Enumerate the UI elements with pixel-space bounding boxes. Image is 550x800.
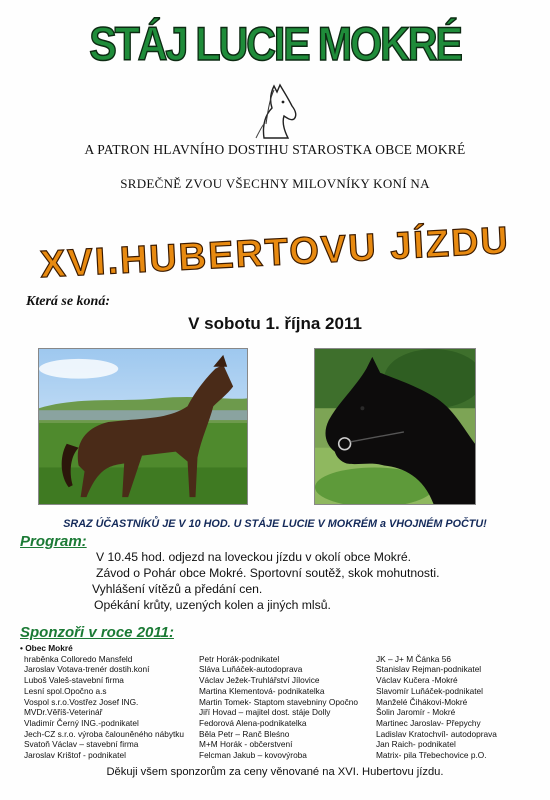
- sponsor-item: Běla Petr – Ranč Bleśno: [199, 728, 290, 739]
- black-horse-head-photo: [314, 348, 476, 505]
- brown-horse-photo: [38, 348, 248, 505]
- intro-line-1: A PATRON HLAVNÍHO DOSTIHU STAROSTKA OBCE MOKRÉ: [84, 142, 466, 157]
- sponsor-item: Jaroslav Krištof - podnikatel: [24, 750, 126, 761]
- sponsor-item: JK – J+ M Čánka 56: [376, 653, 451, 664]
- sponsor-item: Václav Kučera -Mokré: [376, 675, 458, 686]
- sponsor-item: Jiří Hovad – majitel dost. stáje Dolly: [199, 707, 331, 718]
- sponsor-item: Vladimír Černý ING.-podnikatel: [24, 717, 139, 728]
- event-title-text: XVI.HUBERTOVU JÍZDU: [39, 219, 511, 287]
- program-line: Opékání krůty, uzených kolen a jiných mlsů.: [94, 598, 331, 612]
- sponsor-item: M+M Horák - občerstvení: [199, 739, 293, 750]
- stable-title: STÁJ LUCIE MOKRÉ: [89, 17, 461, 70]
- sponsor-item: Luboš Valeš-stavební firma: [24, 675, 124, 686]
- sponsor-item: Jaroslav Votava-trenér dostih.koní: [24, 664, 150, 675]
- sponsor-item: Vospol s.r.o.Vostřez Josef ING.: [24, 696, 139, 707]
- sponsor-item: Matrix- pila Třebechovice p.O.: [376, 750, 487, 761]
- program-line: V 10.45 hod. odjezd na loveckou jízdu v okolí obce Mokré.: [96, 550, 412, 564]
- sponsor-item: Lesní spol.Opočno a.s: [24, 685, 107, 696]
- sponsors-heading: Sponzoři v roce 2011:: [20, 624, 174, 641]
- horse-head-logo-icon: [250, 80, 302, 140]
- sponsor-item: hraběnka Colloredo Mansfeld: [24, 653, 133, 664]
- program-line: Vyhlášení vítězů a předání cen.: [92, 582, 263, 596]
- thanks-note: Děkuji všem sponzorům za ceny věnované na XVI. Hubertovu jízdu.: [106, 766, 444, 778]
- sponsor-item: Slavomír Luňáček-podnikatel: [376, 685, 483, 696]
- sponsor-item: Sláva Luňáček-autodoprava: [199, 664, 303, 675]
- sponsor-item: Felcman Jakub – kovovýroba: [199, 750, 307, 761]
- sponsor-item: Manželé Čihákovi-Mokré: [376, 696, 468, 707]
- sponsors-column-1: [24, 643, 184, 761]
- sponsor-item: Jan Raich- podnikatel: [376, 739, 456, 750]
- sponsor-item: Martina Klementová- podnikatelka: [199, 685, 325, 696]
- meeting-notice: SRAZ ÚČASTNÍKŮ JE V 10 HOD. U STÁJE LUCIE V MOKRÉM a VHOJNÉM POČTU!: [63, 518, 487, 530]
- sponsor-item: Stanislav Rejman-podnikatel: [376, 664, 482, 675]
- program-line: Závod o Pohár obce Mokré. Sportovní soutěž, skok mohutnosti.: [96, 566, 440, 580]
- event-held-label: Která se koná:: [26, 294, 110, 309]
- sponsor-item: Václav Ježek-Truhlářství Jílovice: [199, 675, 320, 686]
- sponsor-item: Ladislav Kratochvíl- autodoprava: [376, 728, 497, 739]
- sponsor-item: Šolin Jaromír - Mokré: [376, 707, 456, 718]
- event-title: [0, 219, 550, 287]
- event-date: V sobotu 1. října 2011: [188, 314, 362, 333]
- sponsor-item: Petr Horák-podnikatel: [199, 653, 280, 664]
- sponsors-column-header: • Obec Mokré: [20, 643, 184, 654]
- sponsors-column-2: [199, 643, 358, 761]
- sponsor-item: Svatoň Václav – stavební firma: [24, 739, 139, 750]
- intro-line-2: SRDEČNĚ ZVOU VŠECHNY MILOVNÍKY KONÍ NA: [120, 176, 430, 191]
- sponsor-item: Martin Tomek- Staptom stavebniny Opočno: [199, 696, 358, 707]
- sponsor-item: Jech-CZ s.r.o. výroba čalouněného nábytku: [24, 728, 185, 739]
- sponsor-item: Fedorová Alena-podnikatelka: [199, 717, 307, 728]
- sponsor-item: Martinec Jaroslav- Přepychy: [376, 717, 481, 728]
- program-heading: Program:: [20, 533, 87, 550]
- sponsor-item: MVDr.Věříš-Veterinář: [24, 707, 103, 718]
- sponsors-column-3: [376, 643, 497, 761]
